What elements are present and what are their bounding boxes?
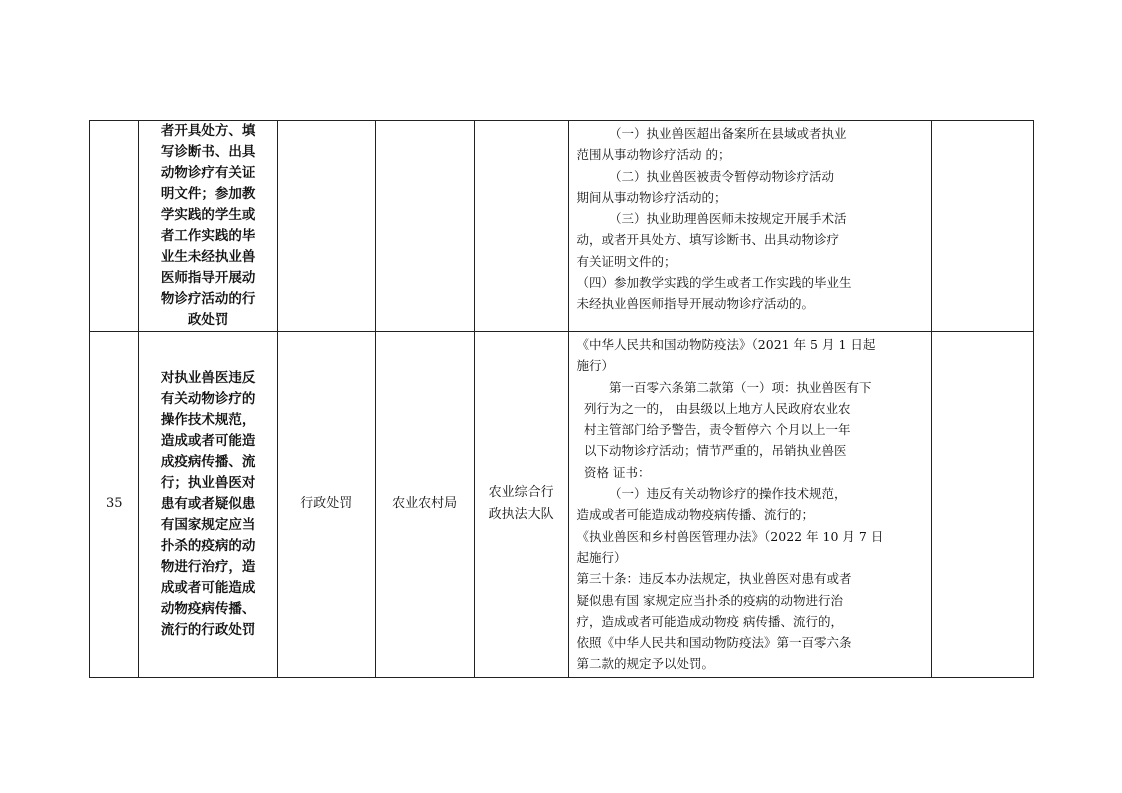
department-cell: 农业农村局 bbox=[375, 332, 474, 678]
item-name-cell: 者开具处方、填 写诊断书、出具 动物诊疗有关证 明文件；参加教 学实践的学生或 者工作实践的毕 业生未经执业兽 医师指导开展动 物诊疗活动的行 政处罚 bbox=[139, 121, 277, 332]
row-number-cell: 35 bbox=[90, 332, 139, 678]
row-number-cell bbox=[90, 121, 139, 332]
executing-unit-cell bbox=[474, 121, 568, 332]
legal-basis-cell: （一）执业兽医超出备案所在县域或者执业 范围从事动物诊疗活动 的； （二）执业兽医被责令暂停动物诊疗活动 期间从事动物诊疗活动的； （三）执业助理兽医师未按规定开展手术活 动，或者开具处方、填写诊断书、出具动物诊疗 有关证明文件的； （四）参加教学实践的学生或者工作实践的毕业生 未经执业兽医师指导开展动物诊疗活动的。 bbox=[568, 121, 931, 332]
item-name-cell: 对执业兽医违反 有关动物诊疗的 操作技术规范， 造成或者可能造 成疫病传播、流 行；执业兽医对 患有或者疑似患 有国家规定应当 扑杀的疫病的动 物进行治疗，造 成或者可能造成 动物疫病传播、 流行的行政处罚 bbox=[139, 332, 277, 678]
department-cell bbox=[375, 121, 474, 332]
power-list-table bbox=[89, 120, 1034, 678]
legal-basis-cell: 《中华人民共和国动物防疫法》（2021 年 5 月 1 日起 施行） 第一百零六条第二款第（一）项：执业兽医有下 列行为之一的， 由县级以上地方人民政府农业农 村主管部门给予警告，责令暂停六 个月以上一年 以下动物诊疗活动；情节严重的，吊销执业兽医 资格 证书： （一）违反有关动物诊疗的操作技术规范， 造成或者可能造成动物疫病传播、流行的； 《执业兽医和乡村兽医管理办法》（2022 年 10 月 7 日 起施行） 第三十条：违反本办法规定，执业兽医对患有或者 疑似患有国 家规定应当扑杀的疫病的动物进行治 疗，造成或者可能造成动物疫 病传播、流行的， 依照《中华人民共和国动物防疫法》第一百零六条 第二款的规定予以处罚。 bbox=[568, 332, 931, 678]
power-type-cell bbox=[277, 121, 375, 332]
executing-unit-cell: 农业综合行 政执法大队 bbox=[474, 332, 568, 678]
remark-cell bbox=[931, 121, 1033, 332]
remark-cell bbox=[931, 332, 1033, 678]
table-row bbox=[90, 121, 1034, 332]
table-row bbox=[90, 332, 1034, 678]
power-type-cell: 行政处罚 bbox=[277, 332, 375, 678]
